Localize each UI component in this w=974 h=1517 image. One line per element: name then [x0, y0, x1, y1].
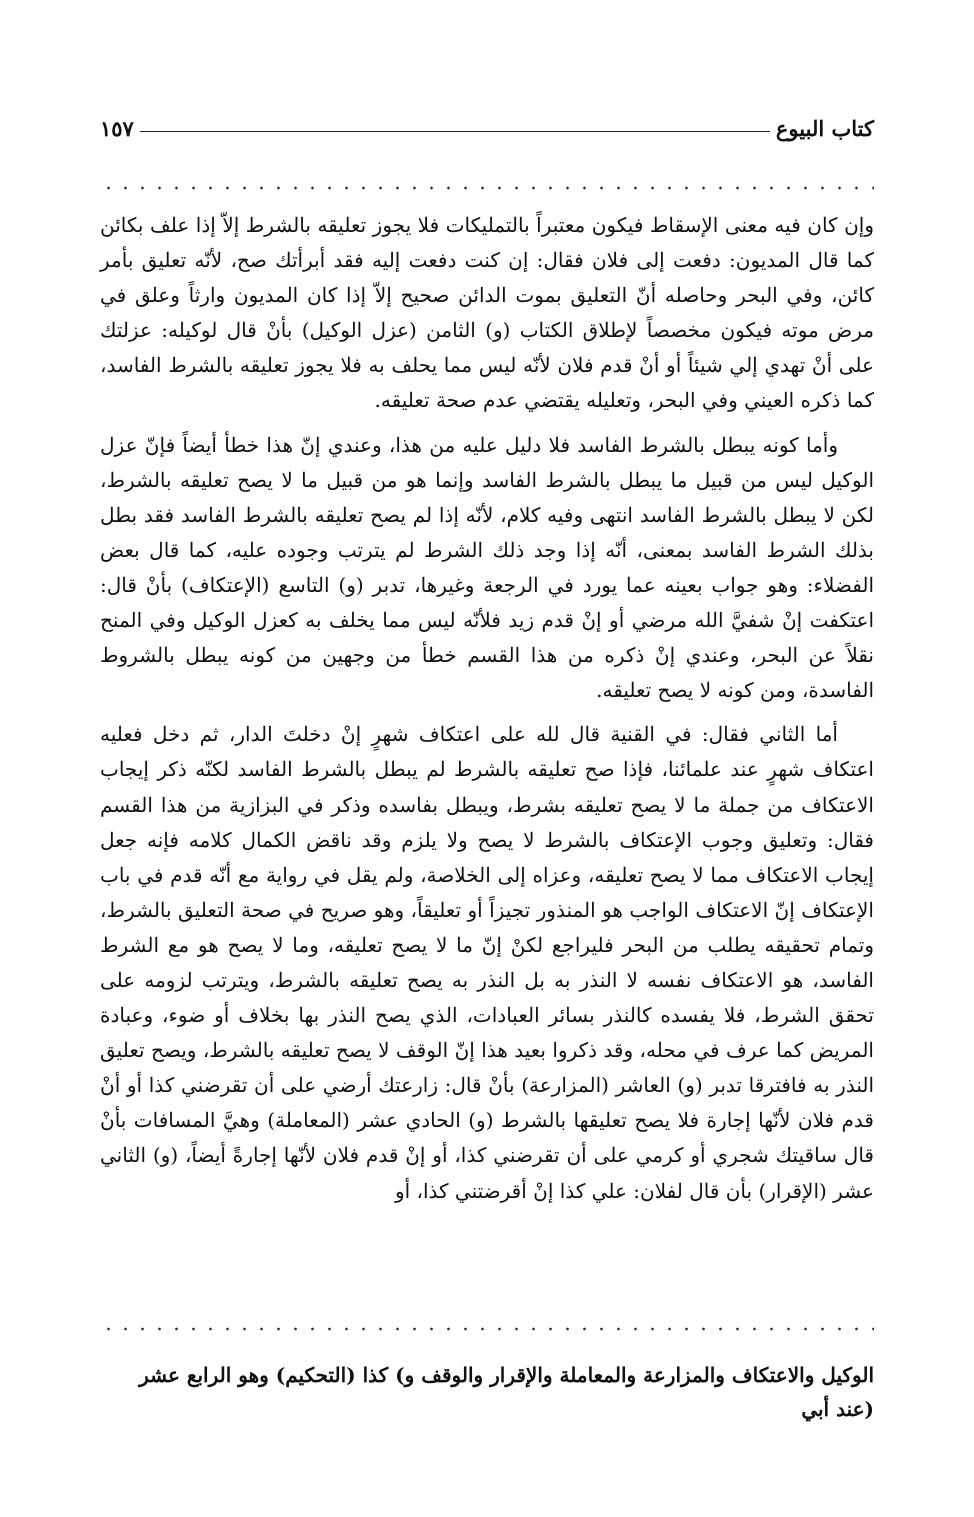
paragraph: وأما كونه يبطل بالشرط الفاسد فلا دليل عليه من هذا، وعندي إنّ هذا خطأ أيضاً فإنّ عزل الوكيل ليس من قبيل ما يبطل بالشرط الفاسد وإنما هو من قبيل ما لا يصح تعليقه بالشرط، لكن لا يبطل بالشرط الفاسد انتهى وفيه كلام، لأنّه إذا لم يصح تعليقه بالشرط الفاسد فقد بطل بذلك الشرط الفاسد بمعنى، أنّه إذا وجد ذلك الشرط لم يترتب وجوده عليه، كما قال بعض الفضلاء: وهو جواب بعينه عما يورد في الرجعة وغيرها، تدبر (و) التاسع (الإعتكاف) بأنْ قال: اعتكفت إنْ شفيَّ الله مرضي أو إنْ قدم زيد فلأنّه ليس مما يخلف به كعزل الوكيل وفي المنح نقلاً عن البحر، وعندي إنْ ذكره من هذا القسم خطأ من وجهين من كونه يبطل بالشروط الفاسدة، ومن كونه لا يصح تعليقه. — [100, 432, 874, 703]
bottom-dotted-separator — [100, 1327, 874, 1331]
matn-footnote: الوكيل والاعتكاف والمزارعة والمعاملة والإقرار والوقف و) كذا (التحكيم) وهو الرابع عشر (عند أبي — [139, 1363, 874, 1421]
running-head — [100, 112, 874, 144]
book-title: كتاب البيوع — [775, 115, 874, 141]
paragraph: أما الثاني فقال: في القنية قال لله على اعتكاف شهرٍ إنْ دخلتَ الدار، ثم دخل فعليه اعتكاف شهرٍ عند علمائنا، فإذا صح تعليقه بالشرط لم يبطل بالشرط الفاسد لكنّه ذكر إيجاب الاعتكاف من جملة ما لا يصح تعليقه بشرط، ويبطل بفاسده وذكر في البزازية من هذا القسم فقال: وتعليق وجوب الإعتكاف بالشرط لا يصح ولا يلزم وقد ناقض الكمال كلامه فإنه جعل إيجاب الاعتكاف مما لا يصح تعليقه، وعزاه إلى الخلاصة، ولم يقل في رواية مع أنّه قدم في باب الإعتكاف إنّ الاعتكاف الواجب هو المنذور تجيزاً أو تعليقاً، وهو صريح في صحة التعليق بالشرط، وتمام تحقيقه يطلب من البحر فليراجع لكنْ إنّ ما لا يصح تعليقه، وما لا يصح هو مع الشرط الفاسد، هو الاعتكاف نفسه لا النذر به بل النذر به يصح تعليقه بالشرط، ويترتب لزومه على تحقق الشرط، فلا يفسده كالنذر بسائر العبادات، الذي يصح النذر بها بخلاف أو ضوء، وعبادة المريض كما عرف في محله، وقد ذكروا بعيد هذا إنّ الوقف لا يصح تعليقه بالشرط، ويصح تعليق النذر به فافترقا تدبر (و) العاشر (المزارعة) بأنْ قال: زارعتك أرضي على أن تقرضني كذا أو أنْ قدم فلان لأنّها إجارة فلا يصح تعليقها بالشرط (و) الحادي عشر (المعاملة) وهيَّ المسافات بأنْ قال ساقيتك شجري أو كرمي على أن تقرضني كذا، أو إنْ قدم فلان لأنّها إجارةً أيضاً، (و) الثاني عشر (الإقرار) بأن قال لفلان: علي كذا إنْ أقرضتني كذا، أو — [100, 722, 874, 1203]
page-number: ١٥٧ — [100, 115, 134, 141]
paragraph: وإن كان فيه معنى الإسقاط فيكون معتبراً بالتمليكات فلا يجوز تعليقه بالشرط إلاّ إذا علف بكائن كما قال المديون: دفعت إلى فلان فقال: إن كنت دفعت إليه فقد أبرأتك صح، لأنّه تعليق بأمر كائن، وفي البحر وحاصله أنّ التعليق بموت الدائن صحيح إلاّ إذا كان المديون وارثاً وعلق في مرض موته فيكون مخصصاً لإطلاق الكتاب (و) الثامن (عزل الوكيل) بأنْ قال لوكيله: عزلتك على أنْ تهدي إلي شيئاً أو أنْ قدم فلان لأنّه ليس مما يحلف به فلا يجوز تعليقه بالشرط الفاسد، كما ذكره العيني وفي البحر، وتعليله يقتضي عدم صحة تعليقه. — [100, 213, 874, 413]
main-text — [100, 208, 874, 1209]
header-rule — [140, 131, 770, 132]
top-dotted-separator — [100, 186, 874, 190]
